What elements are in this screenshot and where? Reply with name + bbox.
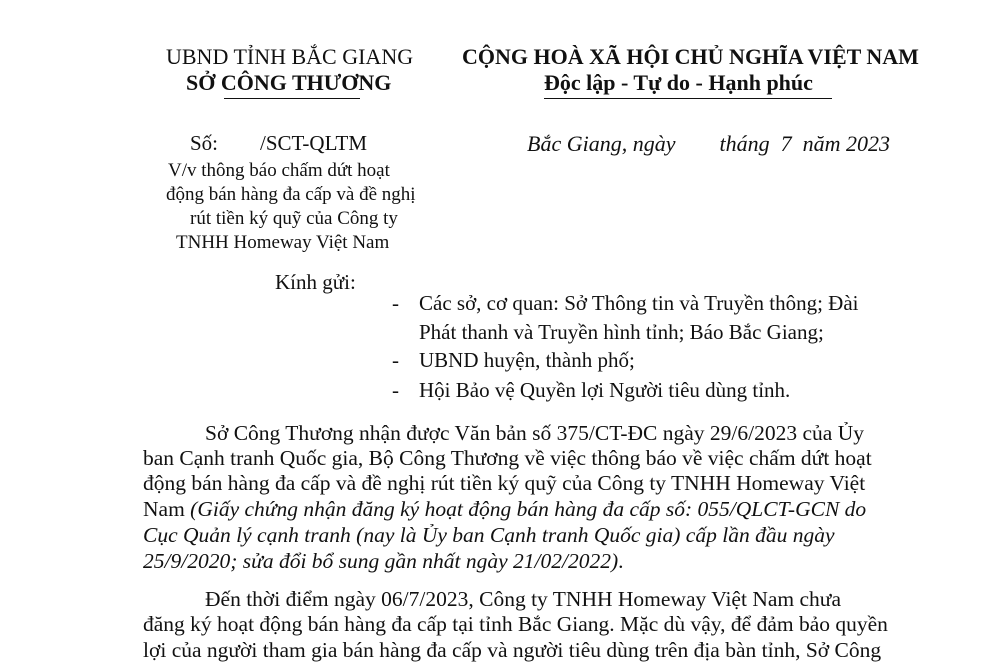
recipient-dash: - [392,291,399,315]
issuer-authority: UBND TỈNH BẮC GIANG [166,44,414,69]
subject-line: rút tiền ký quỹ của Công ty [190,208,398,229]
body-paragraph-line [143,497,866,522]
recipient-dash: - [392,348,399,372]
body-paragraph-line [143,549,624,574]
body-paragraph-line: Đến thời điểm ngày 06/7/2023, Công ty TNHH Homeway Việt Nam chưa [205,587,841,611]
recipients-label: Kính gửi: [275,270,356,294]
recipient-item: Hội Bảo vệ Quyền lợi Người tiêu dùng tỉnh. [419,378,791,402]
certificate-note: (Giấy chứng nhận đăng ký hoạt động bán hàng đa cấp số: 055/QLCT-GCN do [190,497,867,521]
recipient-item: UBND huyện, thành phố; [419,348,635,372]
body-text: Nam [143,497,191,521]
issuer-department: SỞ CÔNG THƯƠNG [186,70,392,95]
recipient-item-continued: Phát thanh và Truyền hình tỉnh; Báo Bắc Giang; [419,320,824,344]
certificate-note-line: 25/9/2020; sửa đổi bổ sung gần nhất ngày 21/02/2022) [143,549,619,573]
motto-underline [544,98,832,99]
subject-line: động bán hàng đa cấp và đề nghị [166,184,416,205]
body-paragraph-line: lợi của người tham gia bán hàng đa cấp và người tiêu dùng trên địa bàn tỉnh, Sở Công [143,638,882,662]
national-motto: Độc lập - Tự do - Hạnh phúc [544,70,813,95]
place-date: Bắc Giang, ngày tháng 7 năm 2023 [527,131,890,156]
recipient-dash: - [392,378,399,402]
body-paragraph-line: động bán hàng đa cấp và đề nghị rút tiền ký quỹ của Công ty TNHH Homeway Việt [143,471,866,495]
issuer-underline [224,98,360,99]
recipient-item: Các sở, cơ quan: Sở Thông tin và Truyền thông; Đài [419,291,859,315]
document-number: Số: /SCT-QLTM [190,131,367,155]
body-paragraph-line: ban Cạnh tranh Quốc gia, Bộ Công Thương về việc thông báo về việc chấm dứt hoạt [143,446,872,470]
national-title: CỘNG HOÀ XÃ HỘI CHỦ NGHĨA VIỆT NAM [462,44,919,69]
certificate-note-line: Cục Quản lý cạnh tranh (nay là Ủy ban Cạnh tranh Quốc gia) cấp lần đầu ngày [143,523,835,547]
body-paragraph-line: Sở Công Thương nhận được Văn bản số 375/CT-ĐC ngày 29/6/2023 của Ủy [205,421,864,445]
period: . [618,549,624,573]
subject-line: TNHH Homeway Việt Nam [176,232,390,253]
body-paragraph-line: đăng ký hoạt động bán hàng đa cấp tại tỉnh Bắc Giang. Mặc dù vậy, để đảm bảo quyền [143,612,888,636]
subject-line: V/v thông báo chấm dứt hoạt [168,160,390,181]
